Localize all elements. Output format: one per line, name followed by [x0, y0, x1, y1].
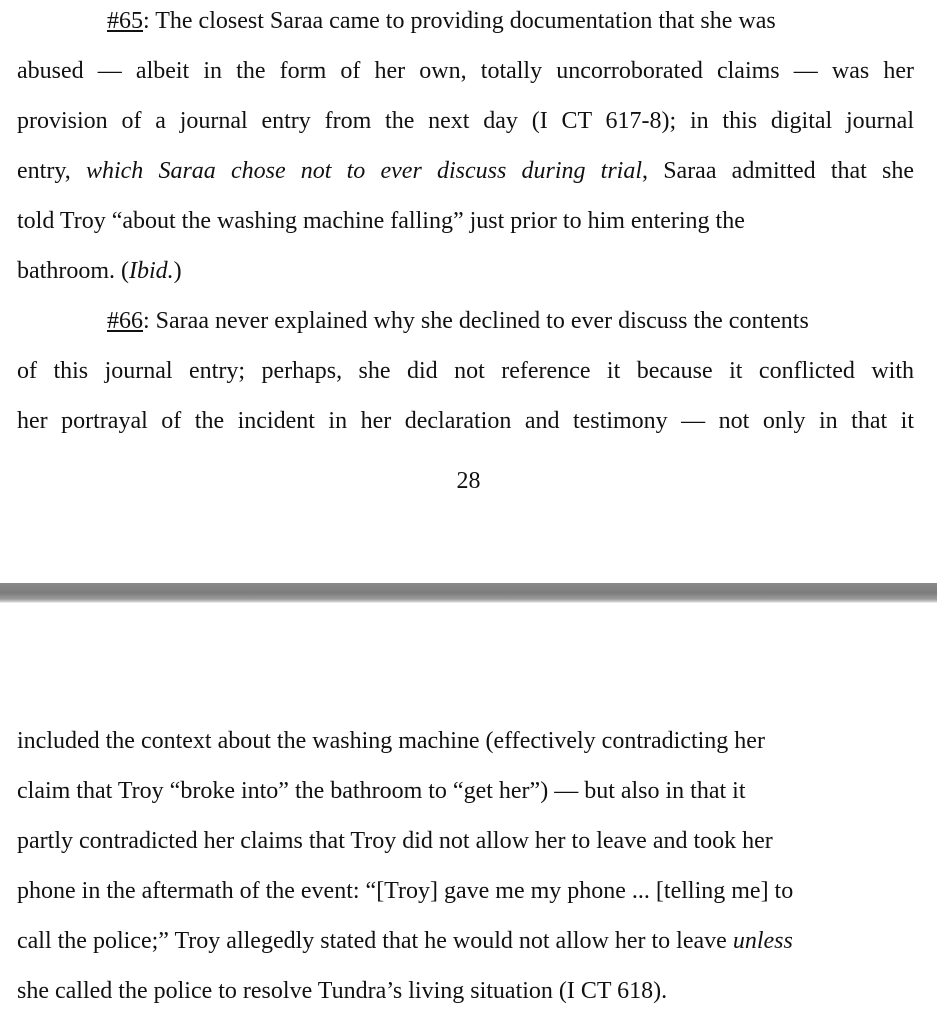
paragraph-66-line-2: of this journal entry; perhaps, she did not reference it because it conflicted with — [17, 358, 914, 384]
continuation-line-3: partly contradicted her claims that Troy did not allow her to leave and took her — [17, 828, 773, 854]
continuation-line-6: she called the police to resolve Tundra’s living situation (I CT 618). — [17, 978, 668, 1004]
continuation-line-4: phone in the aftermath of the event: “[Troy] gave me my phone ... [telling me] to — [17, 878, 794, 904]
paragraph-65-line-1: #65: The closest Saraa came to providing documentation that she was — [107, 8, 776, 34]
document-page-29 — [0, 603, 937, 1024]
paragraph-66-line-1: #66: Saraa never explained why she declined to ever discuss the contents — [107, 308, 809, 334]
paragraph-number: #65 — [107, 8, 143, 34]
continuation-line-2: claim that Troy “broke into” the bathroom to “get her”) — but also in that it — [17, 778, 746, 804]
paragraph-65-line-3: provision of a journal entry from the next day (I CT 617-8); in this digital journal — [17, 108, 914, 134]
continuation-line-5: call the police;” Troy allegedly stated that he would not allow her to leave unless — [17, 928, 793, 954]
paragraph-65-line-6: bathroom. (Ibid.) — [17, 258, 182, 284]
paragraph-66-line-3: her portrayal of the incident in her declaration and testimony — not only in that it — [17, 408, 914, 434]
paragraph-65-line-4: entry, which Saraa chose not to ever discuss during trial, Saraa admitted that she — [17, 158, 914, 184]
continuation-line-1: included the context about the washing machine (effectively contradicting her — [17, 728, 765, 754]
paragraph-number: #66 — [107, 308, 143, 334]
page-number: 28 — [456, 468, 481, 494]
paragraph-65-line-2: abused — albeit in the form of her own, totally uncorroborated claims — was her — [17, 58, 914, 84]
page-separator — [0, 583, 937, 603]
paragraph-65-line-5: told Troy “about the washing machine falling” just prior to him entering the — [17, 208, 745, 234]
